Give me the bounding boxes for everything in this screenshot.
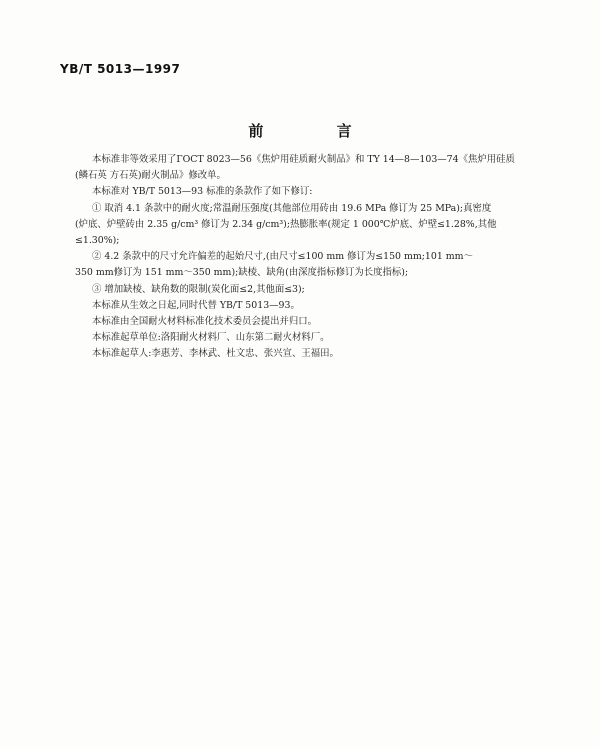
paragraph-line: 本标准对 YB/T 5013—93 标准的条款作了如下修订: <box>92 186 313 198</box>
paragraph-line: 本标准从生效之日起,同时代替 YB/T 5013—93。 <box>92 299 300 311</box>
paragraph-line: ≤1.30%); <box>75 235 120 247</box>
paragraph-line: (鳞石英 方石英)耐火制品》修改单。 <box>75 170 226 182</box>
page-title: 前 言 <box>248 122 386 140</box>
paragraph-line: 本标准由全国耐火材料标准化技术委员会提出并归口。 <box>92 316 318 328</box>
paragraph-line: ③ 增加缺棱、缺角数的限制(炭化面≤2,其他面≤3); <box>92 283 305 295</box>
paragraph-line: 本标准起草单位:洛阳耐火材料厂、山东第二耐火材料厂。 <box>92 332 330 344</box>
paragraph-line: 本标准起草人:李惠芳、李林武、杜文忠、张兴宣、王福田。 <box>92 348 339 360</box>
paragraph-line: ① 取消 4.1 条款中的耐火度;常温耐压强度(其他部位用砖由 19.6 MPa 修订为 25 MPa);真密度 <box>92 202 492 214</box>
paragraph-line: (炉底、炉壁砖由 2.35 g/cm³ 修订为 2.34 g/cm³);热膨胀率(规定 1 000℃炉底、炉壁≤1.28%,其他 <box>75 218 497 230</box>
standard-code: YB/T 5013—1997 <box>60 62 181 76</box>
foreword-body <box>75 152 545 363</box>
paragraph-line: 本标准非等效采用了ГОСТ 8023—56《焦炉用硅质耐火制品》和 TY 14—8—103—74《焦炉用硅质 <box>92 154 515 165</box>
paragraph-line: ② 4.2 条款中的尺寸允许偏差的起始尺寸,(由尺寸≤100 mm 修订为≤150 mm;101 mm～ <box>92 251 473 263</box>
paragraph-line: 350 mm修订为 151 mm～350 mm);缺棱、缺角(由深度指标修订为长度指标); <box>75 267 409 279</box>
